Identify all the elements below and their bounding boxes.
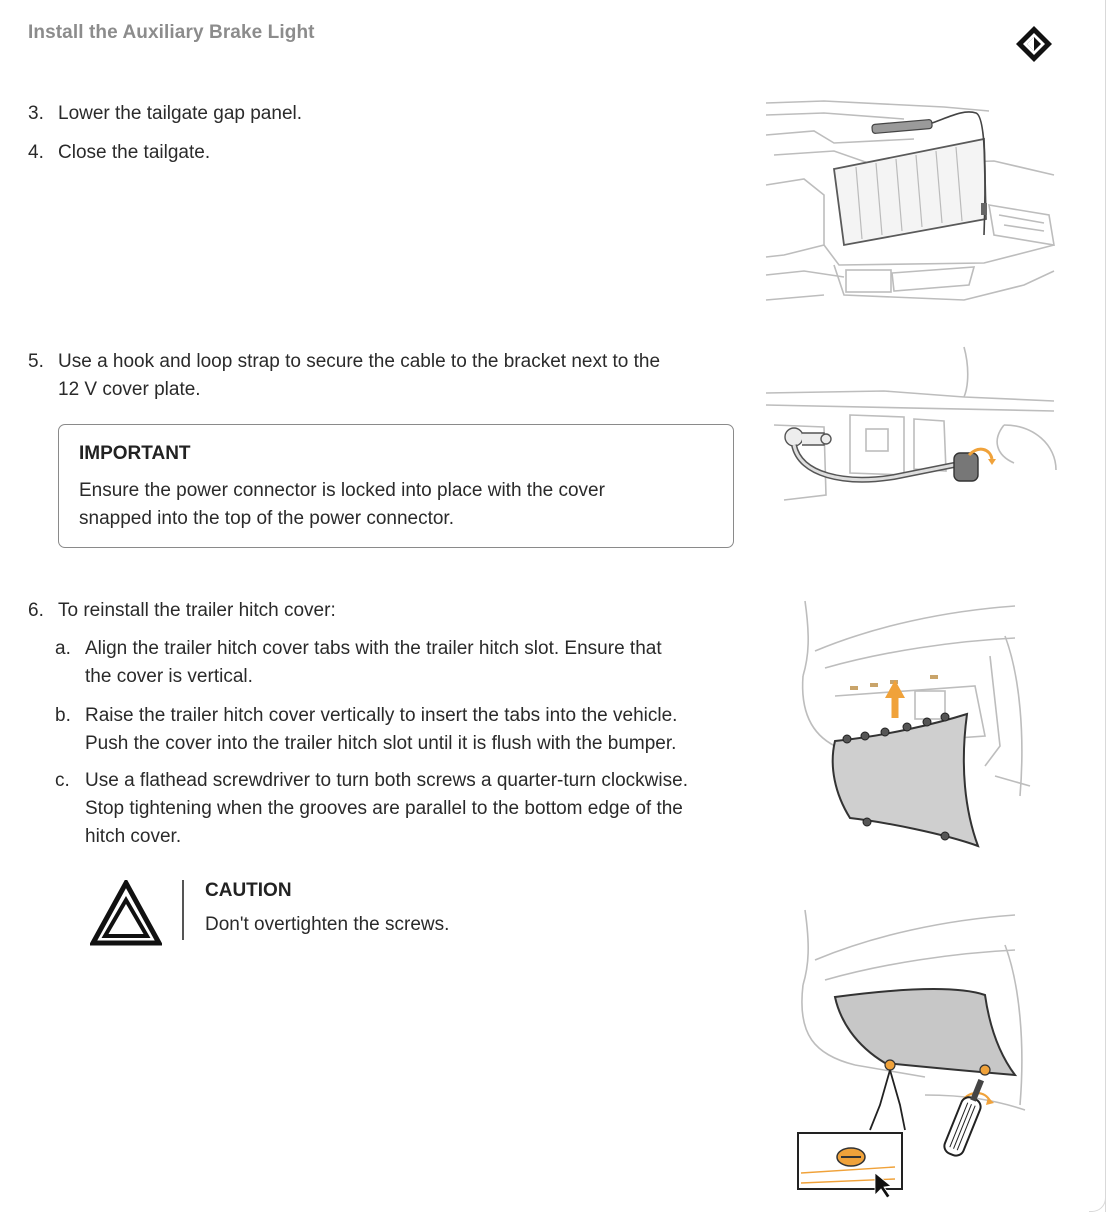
diamond-logo-icon (1014, 24, 1054, 64)
step-6 (28, 597, 728, 625)
step-text: Lower the tailgate gap panel. (58, 103, 303, 124)
caution-title: CAUTION (205, 880, 292, 901)
substep-text-line-1: Align the trailer hitch cover tabs with the trailer hitch slot. Ensure that (85, 638, 662, 659)
important-line-1: Ensure the power connector is locked into place with the cover (79, 480, 605, 501)
step-text: Close the tailgate. (58, 142, 211, 163)
important-title: IMPORTANT (79, 443, 191, 464)
step-text: To reinstall the trailer hitch cover: (58, 600, 336, 621)
substep-b (55, 702, 755, 758)
page-right-border (1105, 0, 1106, 1212)
step-number: 6. (28, 600, 44, 621)
step-text-line-1: Use a hook and loop strap to secure the cable to the bracket next to the (58, 351, 661, 372)
important-notice (58, 424, 734, 548)
page-title: Install the Auxiliary Brake Light (28, 22, 315, 43)
connector-strap-illustration (764, 345, 1064, 515)
step-number: 4. (28, 142, 44, 163)
warning-triangle-icon (90, 880, 162, 946)
substep-letter: a. (55, 638, 71, 659)
important-text (79, 477, 699, 533)
substep-text-line-2: Push the cover into the trailer hitch slot until it is flush with the bumper. (85, 733, 677, 754)
substep-text-line-2: the cover is vertical. (85, 666, 253, 687)
step-text-line-2: 12 V cover plate. (58, 379, 201, 400)
substep-text-line-1: Raise the trailer hitch cover vertically to insert the tabs into the vehicle. (85, 705, 678, 726)
step-number: 5. (28, 351, 44, 372)
important-line-2: snapped into the top of the power connector. (79, 508, 454, 529)
caution-divider (182, 880, 184, 940)
step-5 (28, 348, 748, 404)
step-number: 3. (28, 103, 44, 124)
page-corner (1089, 1195, 1106, 1212)
substep-letter: c. (55, 770, 70, 791)
step-4 (28, 139, 728, 167)
hitch-cover-screw-illustration (795, 905, 1040, 1200)
substep-text-line-2: Stop tightening when the grooves are parallel to the bottom edge of the (85, 798, 683, 819)
hitch-cover-raise-illustration (795, 596, 1040, 856)
substep-c (55, 767, 755, 851)
tailgate-illustration (764, 95, 1064, 315)
substep-text-line-3: hitch cover. (85, 826, 182, 847)
substep-text-line-1: Use a flathead screwdriver to turn both screws a quarter-turn clockwise. (85, 770, 688, 791)
substep-a (55, 635, 755, 691)
caution-text: Don't overtighten the screws. (205, 914, 450, 935)
step-3 (28, 100, 728, 128)
substep-letter: b. (55, 705, 71, 726)
